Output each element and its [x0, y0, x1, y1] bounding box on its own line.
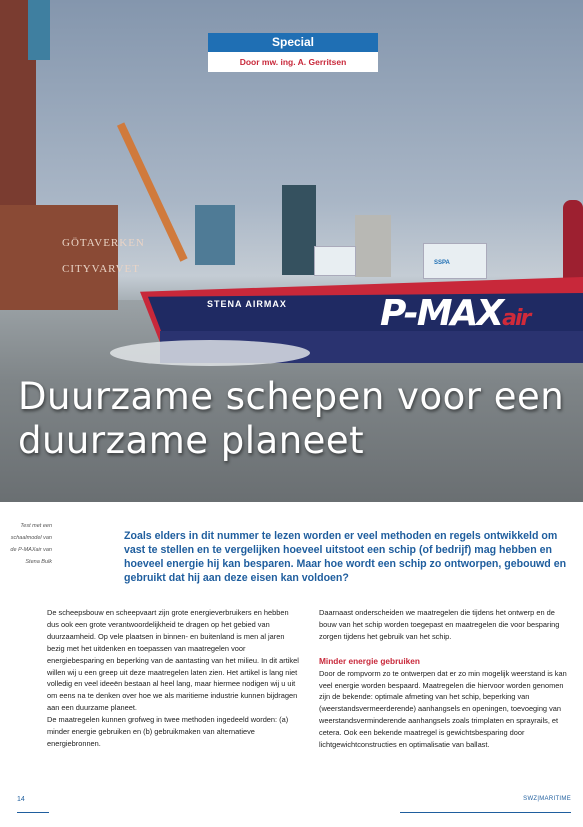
crane-dark — [282, 185, 316, 275]
deck-box-1 — [314, 246, 356, 276]
shipyard-building — [0, 205, 145, 310]
dock-sign-line1: GÖTAVERKEN — [62, 237, 145, 249]
crane-orange-base — [195, 205, 235, 265]
section-label: Special — [208, 33, 378, 52]
photo-caption — [0, 520, 52, 568]
caption-line: schaalmodel van — [10, 535, 52, 541]
section-tag — [208, 33, 378, 72]
ship-logo-suffix: air — [502, 306, 530, 331]
deck-sign: SSPA — [434, 260, 450, 266]
dock-sign-line2: CITYVARVET — [62, 263, 140, 275]
deck-box-2 — [423, 243, 487, 279]
author-byline: Door mw. ing. A. Gerritsen — [208, 52, 378, 72]
caption-line: de P-MAXair van — [10, 547, 52, 553]
ship-logo-main: P-MAX — [380, 293, 503, 334]
crane-left-cab — [28, 0, 50, 60]
body-column-right — [319, 607, 573, 751]
page-number: 14 — [17, 796, 25, 803]
body-column-left — [47, 607, 301, 750]
lead-paragraph: Zoals elders in dit nummer te lezen worden er veel methoden en regels ontwikkeld om vast te stellen en te vergelijken hoeveel uitstoot een schip (of bedrijf) mag hebben en hoeveel energie hij kan besparen. Maar hoe wordt een schip zo ontworpen, gebouwd en gebruikt dat hij aan deze eisen kan voldoen? — [124, 530, 567, 584]
footer-rule-right — [400, 812, 571, 813]
body-paragraph: De maatregelen kunnen grofweg in twee methoden ingedeeld worden: (a) minder energie gebruiken en (b) gebruikmaken van alternatieve energiebronnen. — [47, 715, 289, 748]
footer-rule-left — [17, 812, 49, 813]
tower — [355, 215, 391, 277]
person — [563, 200, 583, 280]
ship-logo — [380, 293, 529, 334]
subheading: Minder energie gebruiken — [319, 655, 420, 666]
body-paragraph: De scheepsbouw en scheepvaart zijn grote energieverbruikers en hebben dus ook een grote verantwoordelijkheid te dragen op het gebied van duurzaamheid. Op vele plaatsen in binnen- en buitenland is men al jaren bezig met het uitdenken en toepassen van maatregelen voor energiebesparing en beperking van de aantasting van het milieu. In dit artikel willen wij u een greep uit deze maatregelen laten zien. Het artikel is lang niet volledig en veel ideeën bestaan al heel lang, maar hiermee nodigen wij u uit om eens na te denken over hoe we als maritieme industrie kunnen bijdragen aan een duurzame planeet. — [47, 608, 299, 713]
article-title: Duurzame schepen voor een duurzame planeet — [18, 375, 565, 462]
magazine-name: SWZ|MARITIME — [523, 796, 571, 802]
ship-wake — [110, 340, 310, 366]
ship-name: STENA AIRMAX — [207, 299, 287, 309]
caption-line: Test met een — [20, 523, 52, 529]
body-paragraph: Daarnaast onderscheiden we maatregelen die tijdens het ontwerp en de bouw van het schip worden toegepast en maatregelen die voor besparing zorgen tijdens het gebruik van het schip. — [319, 608, 560, 641]
body-paragraph: Door de rompvorm zo te ontwerpen dat er zo min mogelijk weerstand is kan veel energie worden bespaard. Maatregelen die hiervoor worden genomen zijn de bekende: optimale afmeting van het schip, beperking van (weerstandsvermeerderende) aanhangsels en openingen, toevoeging van weerstandsverminderende aanhangsels zoals trimplaten en sprayrails, et cetera. Ook een bekende maatregel is gewichtsbesparing door lichtgewichtconstructies en optimalisatie van ballast. — [319, 668, 567, 750]
caption-line: Stena Bulk — [25, 559, 52, 565]
